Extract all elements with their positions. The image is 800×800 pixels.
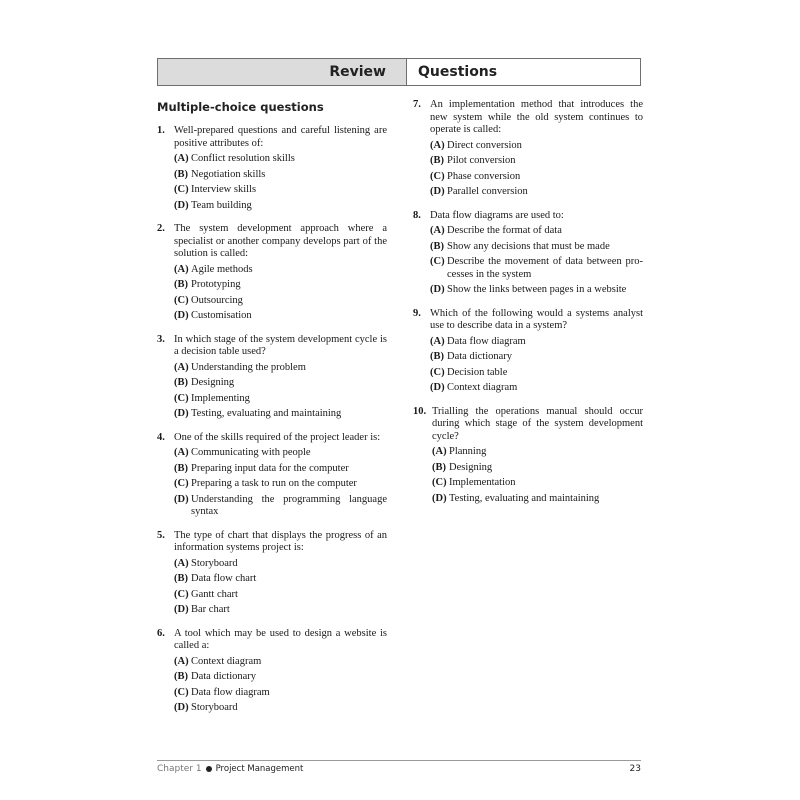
header-questions-label: Questions bbox=[407, 59, 640, 85]
option-b bbox=[174, 463, 387, 476]
option-letter: (B) bbox=[432, 461, 446, 473]
option-c bbox=[430, 171, 643, 184]
option-text: Context diagram bbox=[191, 655, 262, 667]
option-letter: (A) bbox=[430, 335, 445, 347]
question-number: 8. bbox=[413, 209, 421, 221]
question-stem: Trialling the operations manual should occur during which stage of the system development cycle? bbox=[432, 405, 643, 442]
left-column bbox=[157, 125, 387, 718]
option-b bbox=[174, 377, 387, 390]
option-letter: (A) bbox=[174, 153, 189, 164]
option-text: Negotiation skills bbox=[191, 168, 266, 180]
option-text: Implementation bbox=[449, 477, 516, 488]
footer-rule bbox=[157, 760, 641, 761]
option-d bbox=[174, 408, 387, 421]
option-letter: (C) bbox=[174, 392, 189, 404]
option-text: Data dictionary bbox=[191, 671, 257, 682]
option-c bbox=[174, 393, 387, 406]
option-c bbox=[174, 184, 387, 197]
option-letter: (A) bbox=[430, 225, 445, 236]
option-text: Outsourcing bbox=[191, 294, 243, 306]
question-stem: An implementation method that introduces the new system while the old system continues to operate is called: bbox=[430, 99, 643, 135]
page-footer bbox=[157, 764, 641, 774]
option-letter: (B) bbox=[430, 155, 444, 166]
question-9 bbox=[413, 308, 643, 395]
question-stem: In which stage of the system development cycle is a decision table used? bbox=[174, 333, 387, 357]
option-letter: (D) bbox=[430, 284, 445, 295]
option-text: Designing bbox=[449, 461, 493, 473]
question-10 bbox=[413, 406, 643, 506]
option-letter: (B) bbox=[430, 351, 444, 362]
option-c bbox=[430, 256, 643, 281]
option-text: Preparing a task to run on the computer bbox=[191, 478, 357, 489]
option-letter: (C) bbox=[430, 170, 445, 182]
option-c bbox=[430, 367, 643, 380]
option-text: Understanding the programming language syntax bbox=[191, 493, 387, 517]
question-3 bbox=[157, 334, 387, 421]
question-stem: Data flow diagrams are used to: bbox=[430, 209, 564, 221]
option-text: Describe the movement of data between processes in the system bbox=[447, 256, 643, 280]
question-5 bbox=[157, 530, 387, 617]
option-text: Team building bbox=[191, 199, 252, 211]
option-c bbox=[174, 687, 387, 700]
option-text: Planning bbox=[449, 446, 487, 457]
option-text: Data flow diagram bbox=[191, 686, 270, 698]
option-c bbox=[174, 295, 387, 308]
option-letter: (D) bbox=[430, 186, 445, 197]
question-4 bbox=[157, 432, 387, 519]
option-b bbox=[430, 155, 643, 168]
option-letter: (A) bbox=[174, 655, 189, 667]
option-letter: (B) bbox=[430, 240, 444, 252]
question-stem: The type of chart that displays the progress of an information systems project is: bbox=[174, 529, 387, 553]
option-a bbox=[430, 225, 643, 238]
option-a bbox=[174, 362, 387, 375]
option-text: Interview skills bbox=[191, 184, 257, 195]
question-stem: Which of the following would a systems analyst use to describe data in a system? bbox=[430, 307, 643, 331]
option-text: Show any decisions that must be made bbox=[447, 240, 610, 252]
option-letter: (B) bbox=[174, 377, 188, 388]
option-letter: (C) bbox=[174, 294, 189, 306]
option-text: Conflict resolution skills bbox=[191, 153, 295, 164]
option-text: Data flow chart bbox=[191, 573, 257, 584]
option-letter: (C) bbox=[430, 256, 445, 267]
question-6 bbox=[157, 628, 387, 715]
option-a bbox=[174, 264, 387, 277]
right-column bbox=[413, 99, 643, 508]
option-b bbox=[174, 279, 387, 292]
option-d bbox=[432, 493, 643, 506]
option-letter: (D) bbox=[174, 604, 189, 615]
option-a bbox=[174, 558, 387, 571]
option-a bbox=[174, 447, 387, 460]
option-text: Data flow diagram bbox=[447, 335, 526, 347]
review-questions-header bbox=[157, 58, 641, 86]
option-d bbox=[174, 494, 387, 519]
option-d bbox=[430, 284, 643, 297]
question-2 bbox=[157, 223, 387, 323]
option-c bbox=[432, 477, 643, 490]
option-letter: (A) bbox=[430, 139, 445, 151]
option-text: Understanding the problem bbox=[191, 361, 306, 373]
option-letter: (B) bbox=[174, 573, 188, 584]
option-text: Preparing input data for the computer bbox=[191, 462, 349, 474]
option-letter: (A) bbox=[174, 447, 189, 458]
option-letter: (A) bbox=[174, 557, 189, 569]
option-text: Designing bbox=[191, 377, 235, 388]
option-letter: (D) bbox=[174, 199, 189, 211]
option-b bbox=[174, 671, 387, 684]
option-text: Pilot conversion bbox=[447, 155, 516, 166]
question-7 bbox=[413, 99, 643, 199]
option-letter: (B) bbox=[174, 279, 188, 290]
footer-chapter: Chapter 1 bbox=[157, 764, 202, 774]
option-b bbox=[430, 351, 643, 364]
option-c bbox=[174, 478, 387, 491]
option-d bbox=[174, 604, 387, 617]
question-8 bbox=[413, 210, 643, 297]
option-letter: (A) bbox=[432, 446, 447, 457]
question-number: 6. bbox=[157, 627, 165, 639]
option-text: Gantt chart bbox=[191, 588, 238, 600]
question-stem: The system development approach where a specialist or another company develops part of the solution is called: bbox=[174, 223, 387, 259]
option-text: Phase conversion bbox=[447, 170, 521, 182]
option-text: Communicating with people bbox=[191, 447, 311, 458]
option-text: Storyboard bbox=[191, 557, 238, 569]
option-text: Bar chart bbox=[191, 604, 230, 615]
option-text: Show the links between pages in a website bbox=[447, 284, 627, 295]
footer-chapter-title: Project Management bbox=[215, 764, 304, 774]
option-letter: (D) bbox=[174, 493, 189, 505]
option-letter: (C) bbox=[174, 478, 189, 489]
option-letter: (D) bbox=[432, 492, 447, 504]
option-text: Decision table bbox=[447, 366, 508, 378]
option-letter: (C) bbox=[430, 366, 445, 378]
option-d bbox=[174, 200, 387, 213]
option-text: Prototyping bbox=[191, 279, 241, 290]
question-stem: Well-prepared questions and careful listening are positive attributes of: bbox=[174, 125, 387, 149]
section-heading: Multiple-choice questions bbox=[157, 100, 324, 114]
option-text: Describe the format of data bbox=[447, 225, 562, 236]
option-a bbox=[174, 656, 387, 669]
option-d bbox=[174, 310, 387, 323]
option-letter: (A) bbox=[174, 263, 189, 275]
option-d bbox=[430, 382, 643, 395]
option-text: Parallel conversion bbox=[447, 186, 528, 197]
option-b bbox=[430, 241, 643, 254]
question-1 bbox=[157, 125, 387, 212]
option-text: Implementing bbox=[191, 392, 250, 404]
question-stem: A tool which may be used to design a website is called a: bbox=[174, 627, 387, 651]
question-number: 4. bbox=[157, 431, 165, 443]
option-letter: (C) bbox=[432, 477, 447, 488]
option-letter: (B) bbox=[174, 168, 188, 180]
option-text: Context diagram bbox=[447, 382, 518, 393]
option-letter: (C) bbox=[174, 588, 189, 600]
option-letter: (D) bbox=[174, 702, 189, 713]
option-d bbox=[430, 186, 643, 199]
question-stem: One of the skills required of the project leader is: bbox=[174, 431, 381, 443]
option-a bbox=[430, 336, 643, 349]
option-a bbox=[174, 153, 387, 166]
page-number: 23 bbox=[629, 764, 641, 774]
option-d bbox=[174, 702, 387, 715]
option-letter: (D) bbox=[174, 408, 189, 419]
option-a bbox=[430, 140, 643, 153]
option-letter: (D) bbox=[174, 310, 189, 321]
question-number: 1. bbox=[157, 125, 165, 136]
bullet-icon bbox=[206, 766, 212, 772]
option-letter: (B) bbox=[174, 671, 188, 682]
header-review-label: Review bbox=[158, 59, 407, 85]
option-text: Direct conversion bbox=[447, 139, 522, 151]
question-number: 10. bbox=[413, 405, 427, 417]
option-b bbox=[432, 462, 643, 475]
option-letter: (B) bbox=[174, 462, 188, 474]
option-letter: (C) bbox=[174, 184, 189, 195]
option-a bbox=[432, 446, 643, 459]
question-number: 3. bbox=[157, 333, 165, 345]
option-text: Data dictionary bbox=[447, 351, 513, 362]
question-number: 5. bbox=[157, 529, 165, 541]
option-text: Testing, evaluating and maintaining bbox=[449, 492, 600, 504]
option-b bbox=[174, 573, 387, 586]
option-text: Customisation bbox=[191, 310, 252, 321]
option-b bbox=[174, 169, 387, 182]
option-letter: (D) bbox=[430, 382, 445, 393]
question-number: 9. bbox=[413, 307, 421, 319]
option-letter: (A) bbox=[174, 361, 189, 373]
option-text: Testing, evaluating and maintaining bbox=[191, 408, 342, 419]
question-number: 2. bbox=[157, 223, 165, 234]
option-text: Storyboard bbox=[191, 702, 238, 713]
question-number: 7. bbox=[413, 99, 421, 110]
option-text: Agile methods bbox=[191, 263, 253, 275]
option-letter: (C) bbox=[174, 686, 189, 698]
option-c bbox=[174, 589, 387, 602]
